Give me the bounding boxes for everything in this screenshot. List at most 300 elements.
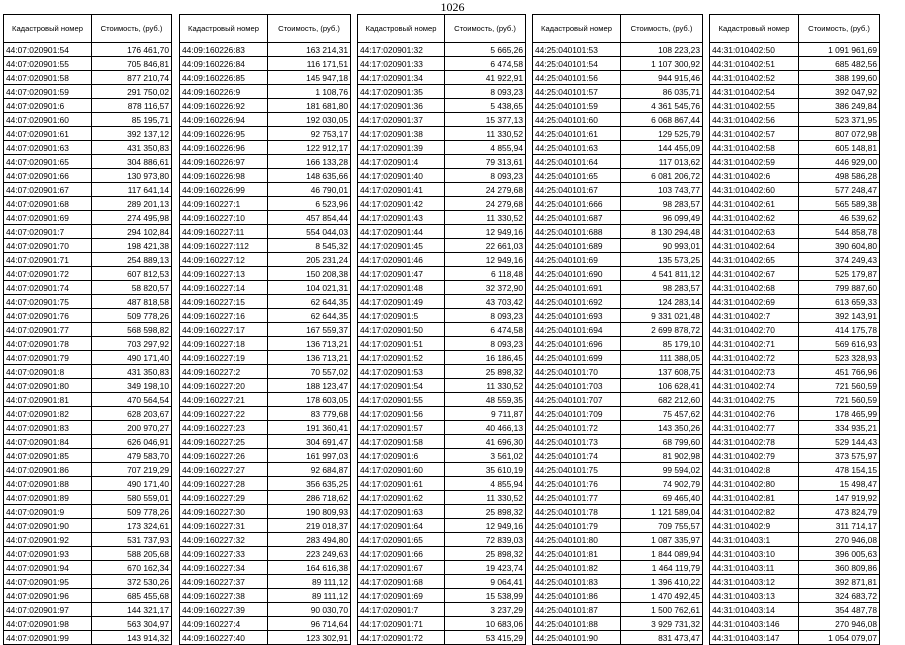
table-row (710, 197, 880, 211)
cost-value: 72 839,03 (445, 533, 526, 547)
cadastral-number: 44:25:040101:687 (533, 211, 621, 225)
cost-value: 15 498,47 (799, 477, 880, 491)
cadastral-number: 44:07:020901:54 (4, 43, 92, 57)
cost-value: 473 824,79 (799, 505, 880, 519)
cadastral-number: 44:17:020901:61 (358, 477, 445, 491)
cost-value: 588 205,68 (92, 547, 172, 561)
table-row (533, 533, 703, 547)
cadastral-number: 44:07:020901:93 (4, 547, 92, 561)
cadastral-number: 44:31:010402:60 (710, 183, 799, 197)
cost-value: 75 457,62 (621, 407, 703, 421)
cost-value: 525 179,87 (799, 267, 880, 281)
cost-value: 334 935,21 (799, 421, 880, 435)
cost-value: 2 699 878,72 (621, 323, 703, 337)
cadastral-number: 44:07:020901:99 (4, 631, 92, 645)
table-row (180, 295, 351, 309)
cadastral-number: 44:25:040101:80 (533, 533, 621, 547)
cost-value: 4 361 545,76 (621, 99, 703, 113)
table-row (533, 197, 703, 211)
cadastral-number: 44:17:020901:36 (358, 99, 445, 113)
cadastral-number: 44:17:020901:7 (358, 603, 445, 617)
table-row (358, 295, 526, 309)
cost-value: 69 465,40 (621, 491, 703, 505)
table-row (358, 267, 526, 281)
cost-value: 431 350,83 (92, 141, 172, 155)
table-row (180, 183, 351, 197)
cost-value: 144 455,09 (621, 141, 703, 155)
cadastral-number: 44:25:040101:59 (533, 99, 621, 113)
table-row (533, 253, 703, 267)
cost-value: 3 929 731,32 (621, 617, 703, 631)
cost-value: 304 691,47 (268, 435, 351, 449)
cost-value: 1 054 079,07 (799, 631, 880, 645)
cost-value: 509 778,26 (92, 505, 172, 519)
table-row (710, 533, 880, 547)
cadastral-number: 44:25:040101:76 (533, 477, 621, 491)
table-row (358, 71, 526, 85)
cadastral-number: 44:17:020901:55 (358, 393, 445, 407)
cadastral-number: 44:31:010402:50 (710, 43, 799, 57)
cadastral-number: 44:17:020901:65 (358, 533, 445, 547)
cadastral-number: 44:09:160227:13 (180, 267, 268, 281)
cost-value: 173 324,61 (92, 519, 172, 533)
cadastral-number: 44:25:040101:696 (533, 337, 621, 351)
cadastral-number: 44:09:160227:14 (180, 281, 268, 295)
table-row (180, 337, 351, 351)
cost-value: 283 494,80 (268, 533, 351, 547)
table-row (180, 351, 351, 365)
table-row (358, 225, 526, 239)
cadastral-number: 44:31:010402:71 (710, 337, 799, 351)
cost-value: 223 249,63 (268, 547, 351, 561)
cost-value: 166 133,28 (268, 155, 351, 169)
table-row (4, 43, 172, 57)
cadastral-number: 44:25:040101:69 (533, 253, 621, 267)
cadastral-number: 44:31:010402:58 (710, 141, 799, 155)
cadastral-number: 44:17:020901:4 (358, 155, 445, 169)
cadastral-number: 44:17:020901:67 (358, 561, 445, 575)
cadastral-number: 44:31:010402:63 (710, 225, 799, 239)
cost-value: 116 171,51 (268, 57, 351, 71)
table-row (4, 379, 172, 393)
header-cadastral: Кадастровый номер (180, 15, 268, 43)
table-row (4, 295, 172, 309)
cost-value: 161 997,03 (268, 449, 351, 463)
cadastral-number: 44:17:020901:54 (358, 379, 445, 393)
cost-value: 144 321,17 (92, 603, 172, 617)
table-row (533, 519, 703, 533)
table-row (358, 141, 526, 155)
cost-value: 92 684,87 (268, 463, 351, 477)
cadastral-number: 44:09:160227:10 (180, 211, 268, 225)
cost-value: 15 377,13 (445, 113, 526, 127)
table-row (4, 435, 172, 449)
cadastral-number: 44:09:160227:29 (180, 491, 268, 505)
cost-value: 3 561,02 (445, 449, 526, 463)
cadastral-number: 44:17:020901:62 (358, 491, 445, 505)
table-row (4, 57, 172, 71)
cost-value: 25 898,32 (445, 505, 526, 519)
cadastral-number: 44:25:040101:81 (533, 547, 621, 561)
cost-value: 685 455,68 (92, 589, 172, 603)
table-row (358, 421, 526, 435)
cost-value: 577 248,47 (799, 183, 880, 197)
cadastral-number: 44:31:010402:70 (710, 323, 799, 337)
table-row (358, 505, 526, 519)
cadastral-number: 44:09:160227:26 (180, 449, 268, 463)
cadastral-number: 44:09:160227:11 (180, 225, 268, 239)
cost-value: 1 464 119,79 (621, 561, 703, 575)
cost-value: 392 137,12 (92, 127, 172, 141)
cost-value: 137 608,75 (621, 365, 703, 379)
table-row (180, 267, 351, 281)
cost-value: 311 714,17 (799, 519, 880, 533)
cost-value: 807 072,98 (799, 127, 880, 141)
cost-value: 205 231,24 (268, 253, 351, 267)
cost-value: 8 093,23 (445, 337, 526, 351)
cost-value: 605 148,81 (799, 141, 880, 155)
cost-value: 85 195,71 (92, 113, 172, 127)
cadastral-number: 44:07:020901:55 (4, 57, 92, 71)
cost-value: 831 473,47 (621, 631, 703, 645)
cadastral-number: 44:07:020901:94 (4, 561, 92, 575)
cadastral-number: 44:09:160226:95 (180, 127, 268, 141)
cost-value: 392 047,92 (799, 85, 880, 99)
table-row (358, 547, 526, 561)
table-row (180, 379, 351, 393)
table-row (180, 43, 351, 57)
cost-value: 569 616,93 (799, 337, 880, 351)
table-row (4, 267, 172, 281)
cost-value: 705 846,81 (92, 57, 172, 71)
cost-value: 136 713,21 (268, 337, 351, 351)
table-row (180, 239, 351, 253)
cadastral-number: 44:07:020901:98 (4, 617, 92, 631)
table-row (358, 155, 526, 169)
cadastral-number: 44:25:040101:72 (533, 421, 621, 435)
cadastral-number: 44:25:040101:694 (533, 323, 621, 337)
cost-value: 1 121 589,04 (621, 505, 703, 519)
cadastral-number: 44:17:020901:72 (358, 631, 445, 645)
cost-table-4 (532, 14, 703, 645)
cadastral-number: 44:09:160226:97 (180, 155, 268, 169)
cadastral-number: 44:31:010402:54 (710, 85, 799, 99)
cost-value: 81 902,98 (621, 449, 703, 463)
table-row (4, 351, 172, 365)
cost-value: 147 919,92 (799, 491, 880, 505)
cadastral-number: 44:07:020901:58 (4, 71, 92, 85)
table-row (180, 225, 351, 239)
table-row (358, 603, 526, 617)
cadastral-number: 44:07:020901:88 (4, 477, 92, 491)
table-row (358, 239, 526, 253)
table-row (533, 561, 703, 575)
cadastral-number: 44:25:040101:82 (533, 561, 621, 575)
cadastral-number: 44:31:010402:59 (710, 155, 799, 169)
table-row (4, 169, 172, 183)
table-row (358, 477, 526, 491)
table-row (180, 407, 351, 421)
table-row (358, 617, 526, 631)
cost-value: 145 947,18 (268, 71, 351, 85)
table-row (4, 631, 172, 645)
table-row (4, 617, 172, 631)
cadastral-number: 44:31:010402:57 (710, 127, 799, 141)
cost-value: 6 068 867,44 (621, 113, 703, 127)
cadastral-number: 44:07:020901:9 (4, 505, 92, 519)
cost-value: 143 350,26 (621, 421, 703, 435)
cost-value: 46 539,62 (799, 211, 880, 225)
cost-value: 6 118,48 (445, 267, 526, 281)
cost-value: 6 474,58 (445, 323, 526, 337)
header-cadastral: Кадастровый номер (710, 15, 799, 43)
table-row (180, 309, 351, 323)
cadastral-number: 44:17:020901:66 (358, 547, 445, 561)
table-row (533, 295, 703, 309)
table-row (710, 169, 880, 183)
table-row (358, 113, 526, 127)
cadastral-number: 44:25:040101:67 (533, 183, 621, 197)
cadastral-number: 44:31:010402:79 (710, 449, 799, 463)
table-row (4, 589, 172, 603)
table-row (180, 561, 351, 575)
table-row (710, 547, 880, 561)
table-row (533, 421, 703, 435)
cost-value: 62 644,35 (268, 309, 351, 323)
cost-value: 5 438,65 (445, 99, 526, 113)
table-row (710, 337, 880, 351)
table-row (710, 519, 880, 533)
table-row (358, 211, 526, 225)
table-row (358, 491, 526, 505)
cadastral-number: 44:07:020901:69 (4, 211, 92, 225)
table-row (533, 239, 703, 253)
cadastral-number: 44:17:020901:69 (358, 589, 445, 603)
cost-value: 163 214,31 (268, 43, 351, 57)
cadastral-number: 44:31:010402:7 (710, 309, 799, 323)
cadastral-number: 44:25:040101:56 (533, 71, 621, 85)
table-row (533, 225, 703, 239)
cost-value: 531 737,93 (92, 533, 172, 547)
cost-value: 11 330,52 (445, 491, 526, 505)
header-cost: Стоимость, (руб.) (445, 15, 526, 43)
cadastral-number: 44:09:160227:27 (180, 463, 268, 477)
cadastral-number: 44:09:160227:34 (180, 561, 268, 575)
cadastral-number: 44:09:160226:84 (180, 57, 268, 71)
table-row (710, 253, 880, 267)
cost-value: 286 718,62 (268, 491, 351, 505)
table-row (4, 575, 172, 589)
cadastral-number: 44:09:160227:17 (180, 323, 268, 337)
cost-value: 372 530,26 (92, 575, 172, 589)
cost-value: 198 421,38 (92, 239, 172, 253)
table-row (358, 449, 526, 463)
table-row (710, 435, 880, 449)
cost-value: 108 223,23 (621, 43, 703, 57)
table-row (710, 561, 880, 575)
table-row (533, 155, 703, 169)
cost-value: 11 330,52 (445, 211, 526, 225)
table-row (533, 351, 703, 365)
cost-value: 99 594,02 (621, 463, 703, 477)
cost-value: 111 388,05 (621, 351, 703, 365)
cost-value: 9 064,41 (445, 575, 526, 589)
cadastral-number: 44:07:020901:8 (4, 365, 92, 379)
cost-value: 374 249,43 (799, 253, 880, 267)
cost-value: 270 946,08 (799, 617, 880, 631)
cost-value: 90 993,01 (621, 239, 703, 253)
cadastral-number: 44:07:020901:63 (4, 141, 92, 155)
table-row (358, 309, 526, 323)
cadastral-number: 44:25:040101:709 (533, 407, 621, 421)
table-row (358, 169, 526, 183)
table-row (4, 561, 172, 575)
cadastral-number: 44:17:020901:49 (358, 295, 445, 309)
cost-value: 24 279,68 (445, 183, 526, 197)
cadastral-number: 44:09:160227:2 (180, 365, 268, 379)
table-row (180, 533, 351, 547)
cadastral-number: 44:17:020901:38 (358, 127, 445, 141)
cost-value: 565 589,38 (799, 197, 880, 211)
table-row (358, 393, 526, 407)
cost-value: 392 871,81 (799, 575, 880, 589)
table-row (180, 449, 351, 463)
cost-value: 62 644,35 (268, 295, 351, 309)
page-number: 1026 (440, 0, 465, 14)
cadastral-number: 44:25:040101:57 (533, 85, 621, 99)
cost-value: 1 500 762,61 (621, 603, 703, 617)
cadastral-number: 44:07:020901:96 (4, 589, 92, 603)
table-row (4, 197, 172, 211)
cadastral-number: 44:25:040101:54 (533, 57, 621, 71)
cost-value: 4 855,94 (445, 141, 526, 155)
cadastral-number: 44:09:160227:37 (180, 575, 268, 589)
table-row (358, 351, 526, 365)
cadastral-number: 44:31:010402:61 (710, 197, 799, 211)
table-row (4, 365, 172, 379)
cadastral-number: 44:07:020901:80 (4, 379, 92, 393)
cost-value: 53 415,29 (445, 631, 526, 645)
table-row (358, 365, 526, 379)
cost-value: 451 766,96 (799, 365, 880, 379)
cost-value: 74 902,79 (621, 477, 703, 491)
cadastral-number: 44:25:040101:60 (533, 113, 621, 127)
cost-value: 354 487,78 (799, 603, 880, 617)
cost-value: 304 886,61 (92, 155, 172, 169)
cost-value: 130 973,80 (92, 169, 172, 183)
cadastral-number: 44:07:020901:74 (4, 281, 92, 295)
header-cost: Стоимость, (руб.) (799, 15, 880, 43)
cadastral-number: 44:31:010403:10 (710, 547, 799, 561)
cadastral-number: 44:07:020901:61 (4, 127, 92, 141)
cadastral-number: 44:09:160227:25 (180, 435, 268, 449)
cost-value: 682 212,60 (621, 393, 703, 407)
table-row (180, 435, 351, 449)
table-row (180, 113, 351, 127)
cadastral-number: 44:31:010403:13 (710, 589, 799, 603)
cost-value: 104 021,31 (268, 281, 351, 295)
cost-value: 799 887,60 (799, 281, 880, 295)
cadastral-number: 44:07:020901:59 (4, 85, 92, 99)
cadastral-number: 44:07:020901:86 (4, 463, 92, 477)
cost-value: 96 099,49 (621, 211, 703, 225)
table-row (710, 365, 880, 379)
table-row (533, 407, 703, 421)
table-row (4, 281, 172, 295)
table-row (358, 43, 526, 57)
cost-value: 123 302,91 (268, 631, 351, 645)
cost-value: 349 198,10 (92, 379, 172, 393)
table-row (710, 617, 880, 631)
cost-value: 470 564,54 (92, 393, 172, 407)
cadastral-number: 44:07:020901:60 (4, 113, 92, 127)
cadastral-number: 44:07:020901:90 (4, 519, 92, 533)
table-row (533, 491, 703, 505)
cadastral-number: 44:07:020901:66 (4, 169, 92, 183)
table-row (180, 575, 351, 589)
cost-value: 98 283,57 (621, 197, 703, 211)
table-row (180, 85, 351, 99)
table-row (710, 491, 880, 505)
cost-value: 25 898,32 (445, 547, 526, 561)
table-row (710, 449, 880, 463)
cadastral-number: 44:07:020901:76 (4, 309, 92, 323)
cadastral-number: 44:25:040101:74 (533, 449, 621, 463)
table-row (533, 603, 703, 617)
cadastral-number: 44:07:020901:72 (4, 267, 92, 281)
cadastral-number: 44:31:010402:72 (710, 351, 799, 365)
table-row (180, 365, 351, 379)
cadastral-number: 44:09:160227:12 (180, 253, 268, 267)
cost-value: 190 809,93 (268, 505, 351, 519)
cost-table-1 (3, 14, 172, 645)
cadastral-number: 44:17:020901:48 (358, 281, 445, 295)
cost-value: 3 237,29 (445, 603, 526, 617)
cadastral-number: 44:31:010403:14 (710, 603, 799, 617)
cost-value: 122 912,17 (268, 141, 351, 155)
table-row (358, 631, 526, 645)
cost-value: 944 915,46 (621, 71, 703, 85)
table-row (180, 421, 351, 435)
cadastral-number: 44:09:160227:112 (180, 239, 268, 253)
cadastral-number: 44:09:160227:18 (180, 337, 268, 351)
table-row (358, 281, 526, 295)
cost-value: 1 844 089,94 (621, 547, 703, 561)
cost-value: 143 914,32 (92, 631, 172, 645)
table-row (4, 113, 172, 127)
cost-value: 5 665,26 (445, 43, 526, 57)
cost-value: 568 598,82 (92, 323, 172, 337)
cadastral-number: 44:07:020901:95 (4, 575, 92, 589)
cost-value: 8 093,23 (445, 169, 526, 183)
cost-value: 487 818,58 (92, 295, 172, 309)
cadastral-number: 44:07:020901:83 (4, 421, 92, 435)
table-row (710, 127, 880, 141)
cadastral-number: 44:07:020901:65 (4, 155, 92, 169)
table-row (358, 253, 526, 267)
cost-value: 6 081 206,72 (621, 169, 703, 183)
table-row (358, 463, 526, 477)
table-row (4, 421, 172, 435)
cost-value: 294 102,84 (92, 225, 172, 239)
cadastral-number: 44:07:020901:67 (4, 183, 92, 197)
cadastral-number: 44:31:010403:146 (710, 617, 799, 631)
table-row (710, 71, 880, 85)
table-row (710, 99, 880, 113)
cost-value: 707 219,29 (92, 463, 172, 477)
table-row (358, 99, 526, 113)
cadastral-number: 44:25:040101:688 (533, 225, 621, 239)
